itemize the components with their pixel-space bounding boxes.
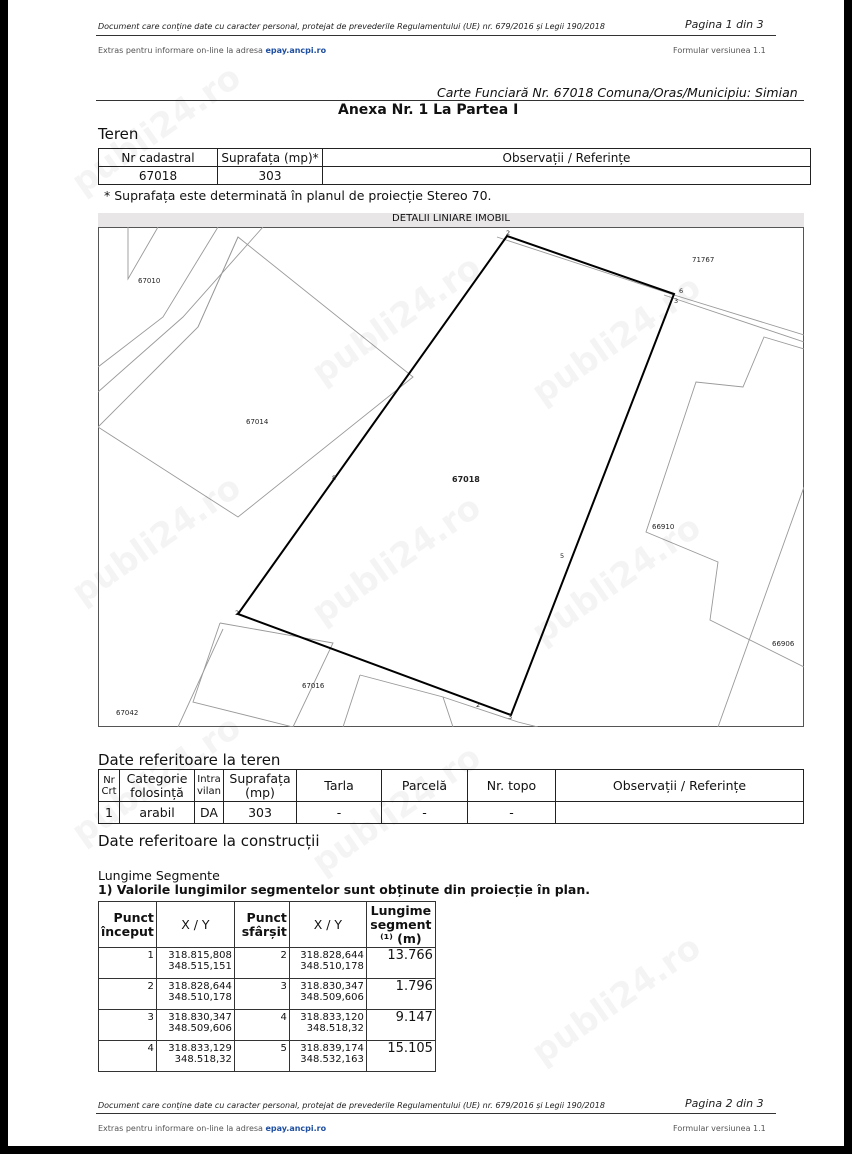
point-label: 2 <box>235 609 240 617</box>
constructii-heading: Date referitoare la construcții <box>98 832 320 850</box>
parcel-label: 67016 <box>302 682 325 690</box>
cell-punct-inceput: 3 <box>99 1010 157 1041</box>
parcel-label: 67010 <box>138 277 161 285</box>
hdr-observatii: Observații / Referințe <box>556 770 804 802</box>
hdr-tarla: Tarla <box>297 770 382 802</box>
val-suprafata: 303 <box>218 167 323 185</box>
extras-prefix: Extras pentru informare on-line la adresa <box>98 46 263 55</box>
teren-table <box>98 148 811 185</box>
parcel-label: 66910 <box>652 523 675 531</box>
segmente-subheading: 1) Valorile lungimilor segmentelor sunt obținute din proiecție în plan. <box>98 882 591 897</box>
cell-xy-inceput <box>156 948 234 979</box>
hdr-xy-1: X / Y <box>156 902 234 948</box>
cell-punct-inceput: 2 <box>99 979 157 1010</box>
header-disclaimer: Document care conține date cu caracter personal, protejat de prevederile Regulamentului (UE) nr. 679/2016 și Legii 190/2018 <box>98 22 605 31</box>
cell-categorie: arabil <box>120 802 195 824</box>
parcel-label: 67042 <box>116 709 139 717</box>
parcel-label: 67014 <box>246 418 269 426</box>
hdr-lungime: Lungime segment ⁽¹⁾ (m) <box>366 902 435 948</box>
segment-row <box>99 979 436 1010</box>
header-extras <box>98 46 326 55</box>
coord-x: 318.833,120 <box>300 1012 364 1023</box>
coord-x: 318.830,347 <box>300 981 364 992</box>
val-observatii <box>323 167 811 185</box>
footer-disclaimer: Document care conține date cu caracter personal, protejat de prevederile Regulamentului (UE) nr. 679/2016 și Legii 190/2018 <box>98 1101 605 1110</box>
document-page <box>8 0 844 1146</box>
coord-y: 348.510,178 <box>168 992 232 1003</box>
cell-nr: 1 <box>99 802 120 824</box>
hdr-punct-inceput: Punct început <box>99 902 157 948</box>
cell-xy-inceput <box>156 1010 234 1041</box>
cell-lungime: 15.105 <box>366 1041 435 1072</box>
cell-punct-sfarsit: 5 <box>234 1041 289 1072</box>
hdr-nr-crt: Nr Crt <box>99 770 120 802</box>
coord-x: 318.830,347 <box>168 1012 232 1023</box>
cell-xy-sfarsit <box>289 948 366 979</box>
footer-form-version: Formular versiunea 1.1 <box>673 1124 766 1133</box>
hdr-categorie: Categorie folosință <box>120 770 195 802</box>
coord-y: 348.518,32 <box>174 1054 232 1065</box>
cell-xy-sfarsit <box>289 979 366 1010</box>
cadastral-map <box>98 227 804 727</box>
map-title: DETALII LINIARE IMOBIL <box>98 213 804 227</box>
coord-y: 348.509,606 <box>300 992 364 1003</box>
cell-lungime: 9.147 <box>366 1010 435 1041</box>
cf-rule <box>96 100 804 101</box>
parcel-main-label: 67018 <box>452 475 480 484</box>
cell-observatii <box>556 802 804 824</box>
val-nr-cadastral: 67018 <box>99 167 218 185</box>
watermark <box>524 927 708 1073</box>
hdr-punct-sfarsit: Punct sfârșit <box>234 902 289 948</box>
hdr-nr-topo: Nr. topo <box>468 770 556 802</box>
date-teren-heading: Date referitoare la teren <box>98 751 281 769</box>
segmente-body <box>99 948 436 1072</box>
col-observatii: Observații / Referințe <box>323 149 811 167</box>
hdr-intravilan: Intra vilan <box>195 770 224 802</box>
cell-punct-inceput: 1 <box>99 948 157 979</box>
cell-lungime: 1.796 <box>366 979 435 1010</box>
footer-extras-prefix: Extras pentru informare on-line la adresa <box>98 1124 263 1133</box>
segment-row <box>99 1041 436 1072</box>
hdr-suprafata: Suprafața (mp) <box>224 770 297 802</box>
cell-punct-sfarsit: 2 <box>234 948 289 979</box>
cell-xy-inceput <box>156 979 234 1010</box>
cell-punct-inceput: 4 <box>99 1041 157 1072</box>
point-label: 5 <box>560 552 565 560</box>
coord-y: 348.532,163 <box>300 1054 364 1065</box>
suprafata-note: * Suprafața este determinată în planul de proiecție Stereo 70. <box>104 188 492 203</box>
cell-punct-sfarsit: 3 <box>234 979 289 1010</box>
cell-xy-inceput <box>156 1041 234 1072</box>
segment-row <box>99 1010 436 1041</box>
cell-lungime: 13.766 <box>366 948 435 979</box>
point-label: 8 <box>332 474 337 482</box>
coord-x: 318.828,644 <box>300 950 364 961</box>
header-rule <box>96 35 776 36</box>
cell-punct-sfarsit: 4 <box>234 1010 289 1041</box>
hdr-parcela: Parcelă <box>382 770 468 802</box>
footer-rule <box>96 1113 776 1114</box>
segmente-heading: Lungime Segmente <box>98 868 220 883</box>
point-label: 2 <box>476 701 481 709</box>
segment-row <box>99 948 436 979</box>
extras-site-link[interactable]: epay.ancpi.ro <box>265 46 327 55</box>
cell-xy-sfarsit <box>289 1010 366 1041</box>
parcel-label: 71767 <box>692 256 715 264</box>
coord-y: 348.515,151 <box>168 961 232 972</box>
footer-page-label: Pagina 2 din 3 <box>685 1097 764 1110</box>
point-label: 6 <box>679 287 684 295</box>
form-version: Formular versiunea 1.1 <box>673 46 766 55</box>
header-page-label: Pagina 1 din 3 <box>685 18 764 31</box>
segmente-table <box>98 901 436 1072</box>
cell-suprafata: 303 <box>224 802 297 824</box>
col-nr-cadastral: Nr cadastral <box>99 149 218 167</box>
point-label: 2 <box>506 229 511 237</box>
teren-heading: Teren <box>98 125 139 143</box>
cell-intravilan: DA <box>195 802 224 824</box>
cell-nr-topo: - <box>468 802 556 824</box>
date-teren-table <box>98 769 804 824</box>
coord-x: 318.815,808 <box>168 950 232 961</box>
cell-parcela: - <box>382 802 468 824</box>
point-label: 3 <box>674 297 679 305</box>
carte-funciara-title: Carte Funciară Nr. 67018 Comuna/Oras/Municipiu: Simian <box>437 85 798 100</box>
cell-tarla: - <box>297 802 382 824</box>
coord-x: 318.828,644 <box>168 981 232 992</box>
coord-y: 348.509,606 <box>168 1023 232 1034</box>
footer-extras-site-link[interactable]: epay.ancpi.ro <box>265 1124 327 1133</box>
coord-x: 318.839,174 <box>300 1043 364 1054</box>
hdr-xy-2: X / Y <box>289 902 366 948</box>
parcel-label: 66906 <box>772 640 795 648</box>
coord-y: 348.510,178 <box>300 961 364 972</box>
cell-xy-sfarsit <box>289 1041 366 1072</box>
footer-extras <box>98 1124 326 1133</box>
coord-y: 348.518,32 <box>306 1023 364 1034</box>
point-label: 3 <box>508 713 513 721</box>
coord-x: 318.833,129 <box>168 1043 232 1054</box>
anexa-title: Anexa Nr. 1 La Partea I <box>338 102 519 118</box>
col-suprafata: Suprafața (mp)* <box>218 149 323 167</box>
